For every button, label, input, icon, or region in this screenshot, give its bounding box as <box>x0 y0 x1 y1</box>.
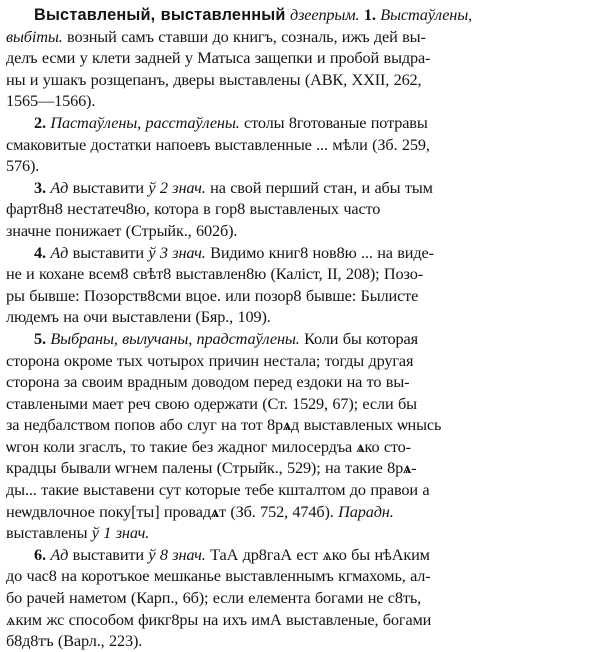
text-run: 576). <box>6 156 40 176</box>
italic-run: дзеепрым. <box>285 5 364 24</box>
text-run: 1565—1566). <box>6 91 96 111</box>
italic-run: Выстаўлены, <box>380 5 473 24</box>
text-line <box>6 134 596 156</box>
italic-run: ў 2 знач. <box>148 177 206 197</box>
text-line <box>6 587 596 609</box>
text-line <box>6 609 596 631</box>
text-run: выставити <box>68 544 149 564</box>
bold-run: ѧ <box>283 415 292 435</box>
text-line <box>6 328 596 350</box>
italic-run: Пастаўлены, расстаўлены. <box>50 112 240 132</box>
text-line <box>6 4 596 26</box>
text-line <box>6 630 596 652</box>
text-line <box>6 242 596 264</box>
text-line <box>6 177 596 199</box>
text-run: значне понижает (Стрыйк., 602б). <box>6 220 238 240</box>
text-line <box>6 457 596 479</box>
text-run: ѧким жс способом фикг8ры на ихъ имА выставленые, богами <box>6 609 432 629</box>
bold-run: 2. <box>34 112 51 132</box>
italic-run: ў 8 знач. <box>148 544 206 564</box>
text-run: ставлеными мает реч свою одержати (Ст. 1529, 67); если бы <box>6 393 417 413</box>
text-run: смаковитые достатки напоевъ выставленные ... мѣли (Зб. 259, <box>6 134 430 154</box>
text-line <box>6 306 596 328</box>
text-line <box>6 544 596 566</box>
text-line <box>6 393 596 415</box>
text-line <box>6 47 596 69</box>
text-run: за недбалством попов або слуг на тот 8р <box>6 415 284 435</box>
text-run: до час8 на коротъкое мешканье выставленнымъ кгмахомь, ал- <box>6 566 431 586</box>
text-line <box>6 285 596 307</box>
dictionary-entry <box>6 4 596 652</box>
text-run: ды... такие выставени сут которые тебе кшталтом до правои а <box>6 480 430 500</box>
text-run: Видимо книг8 нов8ю ... на виде- <box>205 242 434 262</box>
text-run: ко сто- <box>364 436 411 456</box>
italic-run: выбіты. <box>6 26 63 46</box>
text-run: фарт8н8 нестатеч8ю, котора в гор8 выставленых часто <box>6 199 381 219</box>
text-run: людемъ на очи выставлени (Бяр., 109). <box>6 307 271 327</box>
text-run: выставити <box>68 177 149 197</box>
text-run: ры бывше: Позорств8сми вцое. или позор8 бывше: Былисте <box>6 285 419 305</box>
text-line <box>6 198 596 220</box>
bold-run: ѧ <box>356 436 365 456</box>
text-run: возный самъ ставши до книгъ, созналь, ижъ дей вы- <box>62 26 426 46</box>
text-run: бо рачей наметом (Карп., 6б); если елемента богами не с8ть, <box>6 588 422 608</box>
text-run: Коли бы которая <box>299 328 418 348</box>
text-run: ТаА др8гаА ест ѧко бы нѣАким <box>205 544 430 564</box>
text-line <box>6 263 596 285</box>
text-run: крадцы бывали ѡгнем палены (Стрыйк., 529); на такие 8р <box>6 458 404 478</box>
text-run: ны и ушакъ розщепанъ, дверы выставлены (АВК, XXII, 262, <box>6 69 422 89</box>
text-run: не и кохане всем8 свѣт8 выставлен8ю (Каліст, II, 208); Позо- <box>6 264 423 284</box>
text-run: - <box>411 458 417 478</box>
italic-run: Ад <box>50 544 69 564</box>
text-run: столы 8готованые потравы <box>239 112 428 132</box>
italic-run: Выбраны, вылучаны, прадстаўлены. <box>50 328 300 348</box>
bold-run: ѧ <box>403 458 412 478</box>
text-line <box>6 565 596 587</box>
text-line <box>6 414 596 436</box>
text-line <box>6 436 596 458</box>
text-line <box>6 220 596 242</box>
bold-run: 5. <box>34 328 51 348</box>
text-run: делъ есми у клети задней у Матыса защепки и пробой выдра- <box>6 48 431 68</box>
text-line <box>6 69 596 91</box>
text-run: на свой перший стан, и абы тым <box>205 177 433 197</box>
text-line <box>6 112 596 134</box>
text-run: д выставленых ѡнысь <box>291 415 442 435</box>
text-line <box>6 350 596 372</box>
text-run: сторона за своим врадным доводом перед ездоки на то вы- <box>6 372 410 392</box>
bold-run: 4. <box>34 242 51 262</box>
text-line <box>6 26 596 48</box>
headword: Выставленый, выставленный <box>34 6 286 24</box>
italic-run: ў 1 знач. <box>91 523 150 543</box>
text-run: выставлены <box>6 523 92 543</box>
italic-run: Ад <box>50 177 69 197</box>
italic-run: Парадн. <box>338 501 394 521</box>
text-line <box>6 371 596 393</box>
bold-run: 1. <box>363 5 381 24</box>
bold-run: 3. <box>34 177 51 197</box>
text-run: неѡдвлочное поку[ты] провад <box>6 501 211 521</box>
italic-run: ў 3 знач. <box>148 242 206 262</box>
text-run: ѡгон коли згаслъ, то такие без жадног милосердъа <box>6 436 357 456</box>
bold-run: ѧ <box>210 501 219 521</box>
text-line <box>6 90 596 112</box>
text-line <box>6 522 596 544</box>
text-run: т (Зб. 752, 474б). <box>218 501 339 521</box>
text-line <box>6 501 596 523</box>
text-line <box>6 155 596 177</box>
bold-run: 6. <box>34 544 51 564</box>
text-line <box>6 479 596 501</box>
italic-run: Ад <box>50 242 69 262</box>
text-run: б8д8тъ (Варл., 223). <box>6 631 143 651</box>
text-run: сторона окроме тых чотырох причин нестала; тогды другая <box>6 350 414 370</box>
text-run: выставити <box>68 242 149 262</box>
